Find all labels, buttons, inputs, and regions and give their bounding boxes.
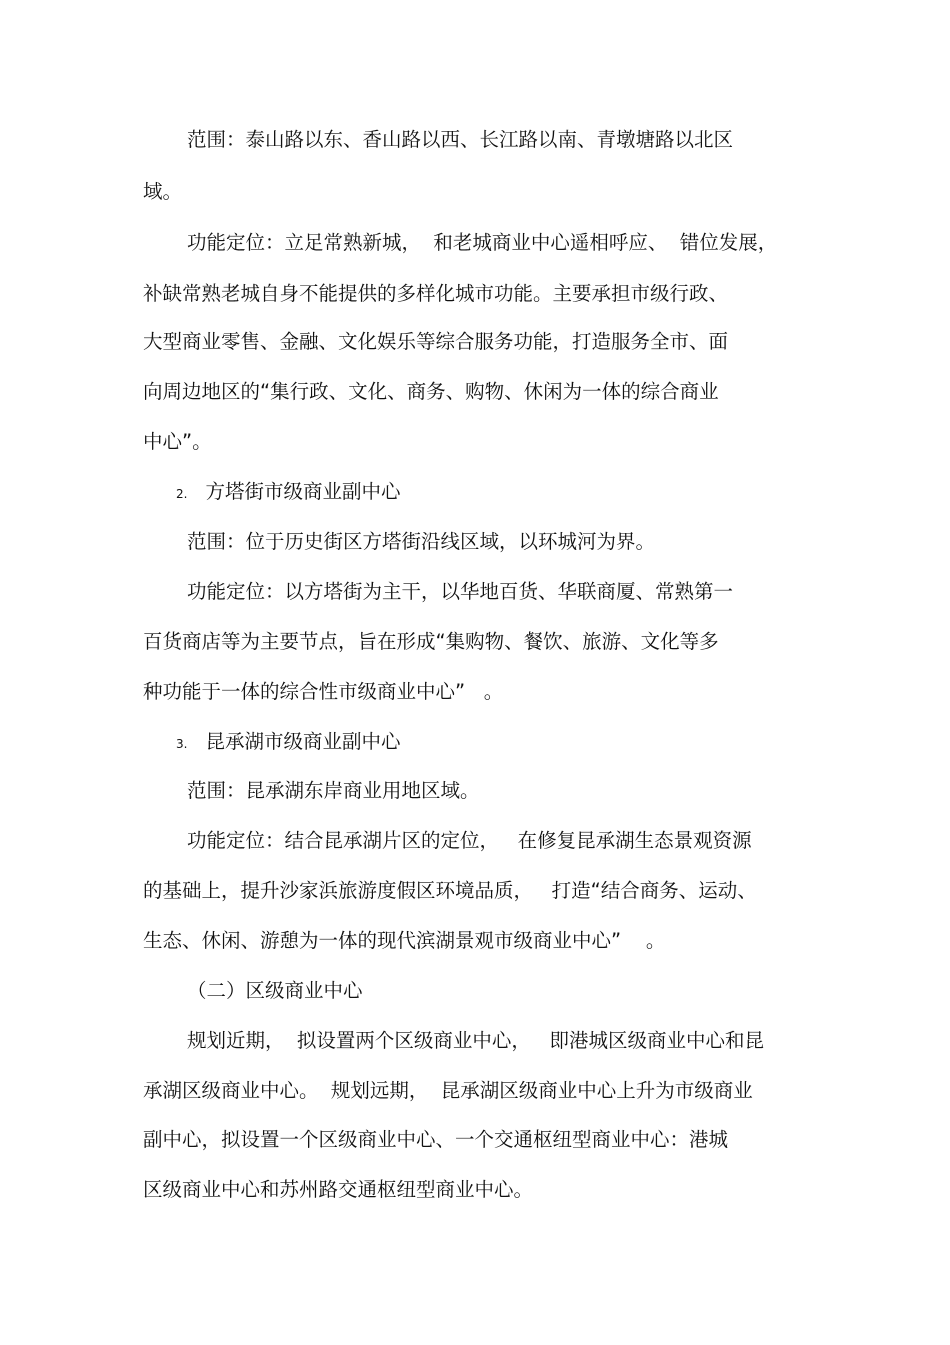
paragraph-line: 百货商店等为主要节点，旨在形成“集购物、餐饮、旅游、文化等多 bbox=[143, 630, 719, 653]
item-number: 3. bbox=[176, 737, 188, 751]
heading-text: 方塔街市级商业副中心 bbox=[205, 480, 401, 503]
paragraph-line: 生态、休闲、游憩为一体的现代滨湖景观市级商业中心” 。 bbox=[143, 929, 666, 952]
paragraph-line: 规划近期， 拟设置两个区级商业中心， 即港城区级商业中心和昆 bbox=[187, 1029, 764, 1052]
paragraph-line: 中心”。 bbox=[143, 430, 212, 453]
paragraph-line: 功能定位：以方塔街为主干，以华地百货、华联商厦、常熟第一 bbox=[187, 580, 734, 603]
section-heading bbox=[176, 728, 400, 758]
paragraph-line: 域。 bbox=[143, 180, 183, 203]
section-heading bbox=[176, 478, 400, 508]
paragraph-line: 范围：昆承湖东岸商业用地区域。 bbox=[187, 779, 480, 802]
item-number: 2. bbox=[176, 487, 188, 501]
paragraph-line: 功能定位：结合昆承湖片区的定位， 在修复昆承湖生态景观资源 bbox=[187, 829, 752, 852]
paragraph-line: 副中心，拟设置一个区级商业中心、一个交通枢纽型商业中心：港城 bbox=[143, 1128, 729, 1151]
paragraph-line: 向周边地区的“集行政、文化、商务、购物、休闲为一体的综合商业 bbox=[143, 380, 719, 403]
paragraph-line: 承湖区级商业中心。 规划远期， 昆承湖区级商业中心上升为市级商业 bbox=[143, 1079, 753, 1102]
paragraph-line: 范围：位于历史街区方塔街沿线区域，以环城河为界。 bbox=[187, 530, 656, 553]
paragraph-line: 区级商业中心和苏州路交通枢纽型商业中心。 bbox=[143, 1178, 534, 1201]
heading-text: 昆承湖市级商业副中心 bbox=[205, 730, 401, 753]
paragraph-line: 范围：泰山路以东、香山路以西、长江路以南、青墩塘路以北区 bbox=[187, 128, 734, 151]
paragraph-line: 的基础上，提升沙家浜旅游度假区环境品质， 打造“结合商务、运动、 bbox=[143, 879, 757, 902]
paragraph-line: 种功能于一体的综合性市级商业中心” 。 bbox=[143, 680, 504, 703]
paragraph-line: 大型商业零售、金融、文化娱乐等综合服务功能，打造服务全市、面 bbox=[143, 330, 729, 353]
paragraph-line: 功能定位：立足常熟新城， 和老城商业中心遥相呼应、 错位发展， bbox=[187, 231, 778, 254]
section-heading: （二）区级商业中心 bbox=[187, 979, 363, 1002]
paragraph-line: 补缺常熟老城自身不能提供的多样化城市功能。主要承担市级行政、 bbox=[143, 282, 729, 305]
